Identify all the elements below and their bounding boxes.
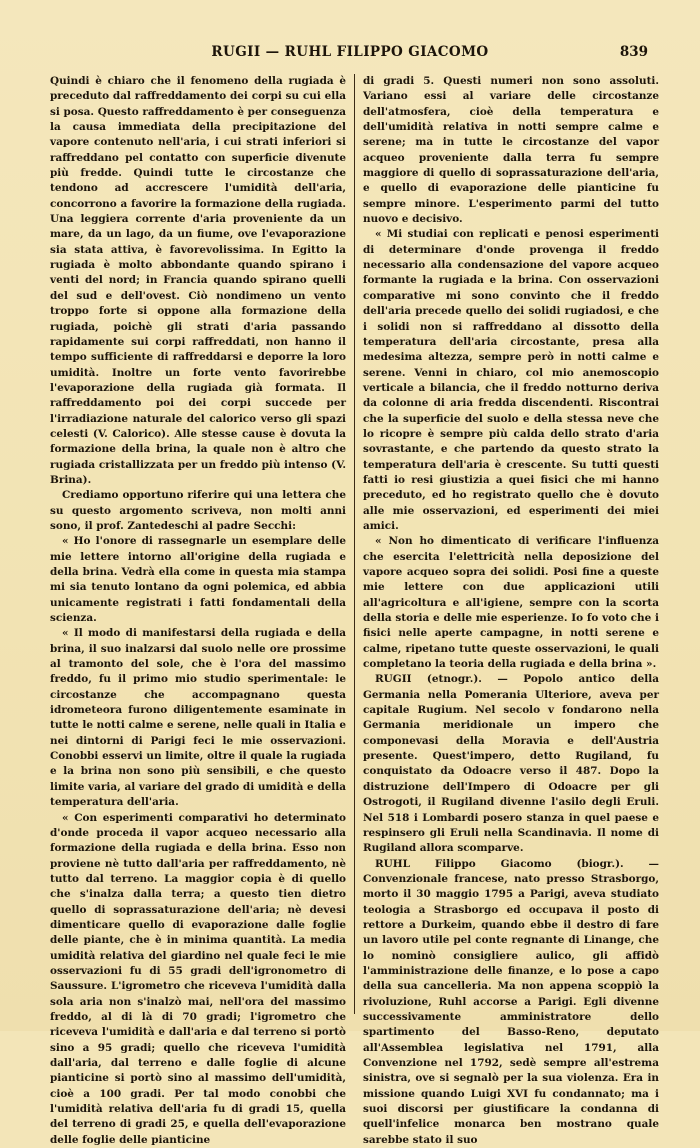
paragraph: « Il modo di manifestarsi della rugiada e della brina, il suo inalzarsi dal suolo nelle ore prossime al tramonto del sole, che è l'ora del massimo freddo, fu il primo mio studio sperimentale: le circostanze che accompagnano questa idrometeora furono diligentemente esaminate in tutte le notti calme e serene, nelle quali in Italia e nei dintorni di Parigi feci le mie osservazioni. Conobbi esservi un limite, oltre il quale la rugiada e la brina non sono più sensibili, e che questo limite varia, al variare del grado di umidità e della temperatura dell'aria.: [50, 626, 346, 810]
paragraph: « Ho l'onore di rassegnarle un esemplare delle mie lettere intorno all'origine della rugiada e della brina. Vedrà ella come in questa mia stampa mi sia tenuto lontano da ogni polemica, ed abbia unicamente registrati i fatti fondamentali della scienza.: [50, 534, 346, 626]
entry-ruhl: RUHL Filippo Giacomo (biogr.). — Convenzionale francese, nato presso Strasborgo, morto il 30 maggio 1795 a Parigi, aveva studiato teologia a Strasborgo ed occupava il posto di rettore a Durkeim, quando ebbe il destro di fare un lavoro utile pel conte regnante di Linange, che lo nominò consigliere aulico, gli affidò l'amministrazione delle finanze, e lo pose a capo della sua cancelleria. Ma non appena scoppiò la rivoluzione, Ruhl accorse a Parigi. Egli divenne successivamente amministratore dello spartimento del Basso-Reno, deputato all'Assemblea legislativa nel 1791, alla Convenzione nel 1792, sedè sempre all'estrema sinistra, ove si segnalò per la sua violenza. Era in missione quando Luigi XVI fu condannato; ma i suoi discorsi per giustificare la condanna di quell'infelice monarca ben mostrano quale sarebbe stato il suo: [363, 857, 659, 1148]
paragraph: « Con esperimenti comparativi ho determinato d'onde proceda il vapor acqueo necessario alla formazione della rugiada e della brina. Esso non proviene nè tutto dall'aria per raffreddamento, nè tutto dal terreno. La maggior copia è di quello che s'inalza dalla terra; a questo tien dietro quello di soprassaturazione dell'aria; nè devesi dimenticare quello di evaporazione dalle foglie delle piante, che è in minima quantità. La media umidità relativa del giardino nel quale feci le mie osservazioni fu di 55 gradi dell'igronometro di Saussure. L'igrometro che riceveva l'umidità dalla sola aria non s'inalzò mai, nell'ora del massimo freddo, al di là di 70 gradi; l'igrometro che riceveva l'umidità e dall'aria e dal terreno si portò sino a 95 gradi; quello che riceveva l'umidità dall'aria, dal terreno e dalle foglie di alcune pianticine si portò sino al massimo dell'umidità, cioè a 100 gradi. Per tal modo conobbi che l'umidità relativa dell'aria fu di gradi 15, quella del terreno di gradi 25, e quella dell'evaporazione delle foglie delle pianticine: [50, 811, 346, 1148]
paragraph: di gradi 5. Questi numeri non sono assoluti. Variano essi al variare delle circostanze dell'atmosfera, cioè della temperatura e dell'umidità relativa in notti sempre calme e serene; ma in tutte le circostanze del vapor acqueo proveniente dalla terra fu sempre maggiore di quello di soprassaturazione dell'aria, e quello di evaporazione delle pianticine fu sempre minore. L'esperimento parmi del tutto nuovo e decisivo.: [363, 74, 659, 227]
text-columns: [50, 74, 660, 1014]
left-column: [50, 74, 346, 1014]
paragraph: Crediamo opportuno riferire qui una lettera che su questo argomento scriveva, non molti anni sono, il prof. Zantedeschi al padre Secchi:: [50, 488, 346, 534]
right-column: [363, 74, 659, 1014]
paragraph: « Mi studiai con replicati e penosi esperimenti di determinare d'onde provenga il freddo necessario alla condensazione del vapore acqueo formante la rugiada e la brina. Con osservazioni comparative mi sono convinto che il freddo dell'aria precede quello dei solidi rugiadosi, e che i solidi non si raffreddano al dissotto della temperatura dell'aria circostante, presa alla medesima altezza, sempre però in notti calme e serene. Venni in chiaro, col mio anemoscopio verticale a bilancia, che il freddo notturno deriva da colonne di aria fredda discendenti. Riscontrai che la superficie del suolo e della stessa neve che lo ricopre è sempre più calda dello strato d'aria sovrastante, e che partendo da questo strato la temperatura dell'aria è crescente. Su tutti questi fatti io resi giustizia a quei fisici che mi hanno preceduto, ed ho registrato quello che è dovuto alle mie osservazioni, ed esperimenti dei miei amici.: [363, 227, 659, 534]
header-title: RUGII — RUHL FILIPPO GIACOMO: [46, 44, 654, 60]
paragraph: Quindi è chiaro che il fenomeno della rugiada è preceduto dal raffreddamento dei corpi su cui ella si posa. Questo raffreddamento è per conseguenza la causa immediata della precipitazione del vapore contenuto nell'aria, i cui strati inferiori si raffreddano pel contatto con superficie divenute più fredde. Quindi tutte le circostanze che tendono ad accrescere l'umidità dell'aria, concorrono a favorire la formazione della rugiada. Una leggiera corrente d'aria proveniente da un mare, da un lago, da un fiume, ove l'evaporazione sia stata attiva, è favorevolissima. In Egitto la rugiada è molto abbondante quando spirano i venti del nord; in Francia quando spirano quelli del sud e dell'ovest. Ciò nondimeno un vento troppo forte si oppone alla formazione della rugiada, poichè gli strati d'aria passando rapidamente sui corpi raffreddati, non hanno il tempo sufficiente di raffreddarsi e deporre la loro umidità. Inoltre un forte vento favorirebbe l'evaporazione della rugiada già formata. Il raffreddamento poi dei corpi succede per l'irradiazione naturale del calorico verso gli spazi celesti (V. Calorico). Alle stesse cause è dovuta la formazione della brina, la quale non è altro che rugiada cristallizzata per un freddo più intenso (V. Brina).: [50, 74, 346, 488]
running-header: [46, 44, 654, 66]
column-divider: [354, 74, 355, 1014]
paragraph: « Non ho dimenticato di verificare l'influenza che esercita l'elettricità nella deposizione del vapore acqueo sopra dei solidi. Posi fine a queste mie lettere con due applicazioni utili all'agricoltura e all'igiene, sempre con la scorta della storia e delle mie esperienze. Io fo voto che i fisici nelle aperte campagne, in notti serene e calme, ripetano tutte queste osservazioni, le quali completano la teoria della rugiada e della brina ».: [363, 534, 659, 672]
entry-rugii: RUGII (etnogr.). — Popolo antico della Germania nella Pomerania Ulteriore, aveva per capitale Rugium. Nel secolo v fondarono nella Germania meridionale un impero che componevasi della Moravia e dell'Austria presente. Quest'impero, detto Rugiland, fu conquistato da Odoacre verso il 487. Dopo la distruzione dell'Impero di Odoacre per gli Ostrogoti, il Rugiland divenne l'asilo degli Eruli. Nel 518 i Lombardi posero stanza in quel paese e respinsero gli Eruli nella Scandinavia. Il nome di Rugiland allora scomparve.: [363, 672, 659, 856]
page-number: 839: [620, 44, 648, 60]
